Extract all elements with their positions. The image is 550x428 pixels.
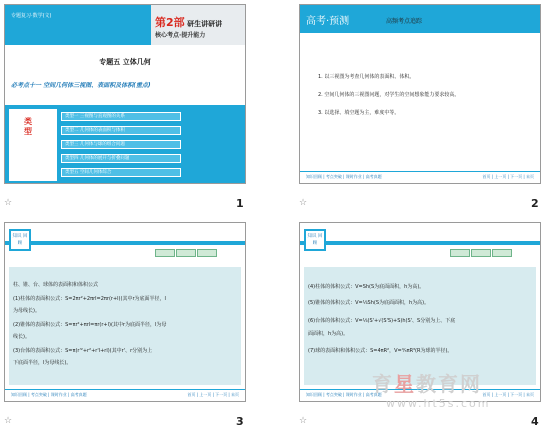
slide-thumbnail-1[interactable] (4, 4, 246, 184)
content-line: 为母线长)。 (13, 308, 40, 314)
book-title: 专题复习·数学(文) (11, 13, 52, 19)
slide-tag: 高频考点追踪 (386, 18, 423, 25)
watermark-char: 星 (394, 372, 416, 396)
watermark-char: 育 (372, 372, 394, 396)
header-part: 第2部 (155, 16, 185, 29)
header-tab[interactable] (176, 249, 196, 257)
header-tab[interactable] (155, 249, 175, 257)
watermark-url: www.ht5s.com (386, 397, 491, 410)
header-tabs (155, 249, 218, 257)
slide-footer (5, 389, 245, 401)
slide-thumbnail-3[interactable] (4, 222, 246, 402)
footer-nav-left[interactable]: 知识回顾 | 考点突破 | 课时作业 | 高考真题 (11, 392, 87, 397)
header-tab[interactable] (197, 249, 217, 257)
slide-title: 高考·预测 (306, 16, 350, 27)
footer-nav-left[interactable]: 知识回顾 | 考点突破 | 课时作业 | 高考真题 (306, 174, 382, 179)
header-tab[interactable] (471, 249, 491, 257)
watermark-logo (372, 368, 482, 397)
star-icon[interactable]: ☆ (4, 198, 13, 208)
star-icon[interactable]: ☆ (299, 198, 308, 208)
header-title-text: 研生讲研讲 (187, 20, 223, 28)
content-line: (1)柱体的表面积公式：S=2πr²+2πrl=2πr(r+l)(其中r为底面半径，l (13, 296, 166, 302)
type-item-5[interactable]: 类型五 空间几何体综合 (61, 168, 181, 177)
content-line: 线长)。 (13, 334, 30, 340)
type-item-4[interactable]: 类型四 几何体的展开与折叠问题 (61, 154, 181, 163)
page-number-1: 1 (236, 197, 244, 210)
content-line: (3)台体的表面积公式：S=π(r'²+r²+r'l+rl)(其中r'、r分别为上 (13, 348, 153, 354)
knowledge-review-icon: 知识 回顾 (9, 229, 31, 251)
type-label: 类型 (24, 117, 32, 136)
page-number-4: 4 (531, 415, 539, 428)
content-line: (7)球的表面积和体积公式：S=4πR²，V=⁴⁄₃πR³(R为球的半径)。 (308, 348, 453, 354)
slide-thumbnail-2[interactable] (299, 4, 541, 184)
forecast-line-2: 2. 空间几何体的三视图问题，对学生的空间想象能力要求较高。 (318, 92, 460, 98)
page-number-3: 3 (236, 415, 244, 428)
star-icon[interactable]: ☆ (299, 416, 308, 426)
header-title (155, 14, 222, 30)
content-line: 下底面半径，l为母线长)。 (13, 360, 72, 366)
header-subtitle: 核心考点·提升能力 (155, 32, 206, 39)
content-line: 柱、锥、台、球体的表面积和体积公式 (13, 282, 99, 288)
header-tab[interactable] (450, 249, 470, 257)
footer-nav-right[interactable]: 首页 | 上一页 | 下一页 | 末页 (482, 392, 534, 397)
footer-nav-right[interactable]: 首页 | 上一页 | 下一页 | 末页 (482, 174, 534, 179)
type-item-2[interactable]: 类型二 几何体的表面积与体积 (61, 126, 181, 135)
star-icon[interactable]: ☆ (4, 416, 13, 426)
content-line: 面面积，h为高)。 (308, 331, 349, 337)
footer-nav-right[interactable]: 首页 | 上一页 | 下一页 | 末页 (187, 392, 239, 397)
content-line: (5)锥体的体积公式：V=⅓Sh(S为底面面积，h为高)。 (308, 300, 430, 306)
header-tabs (450, 249, 513, 257)
knowledge-review-icon: 知识 回顾 (304, 229, 326, 251)
footer-divider (300, 171, 540, 172)
forecast-line-3: 3. 以选择、填空题为主，难度中等。 (318, 110, 400, 116)
header-line (300, 241, 540, 245)
forecast-line-1: 1. 以三视图为考查几何体的表面积、体积。 (318, 74, 415, 80)
page-number-2: 2 (531, 197, 539, 210)
slide-subtitle: 必考点十一 空间几何体三视图、表面积及体积(重点) (11, 82, 151, 89)
watermark-text: 教育网 (416, 372, 482, 396)
type-item-1[interactable]: 类型一 三视图与直观图的关系 (61, 112, 181, 121)
header-line (5, 241, 245, 245)
header-band (5, 5, 151, 45)
footer-nav-left[interactable]: 知识回顾 | 考点突破 | 课时作业 | 高考真题 (306, 392, 382, 397)
slide-footer (300, 171, 540, 183)
header-tab[interactable] (492, 249, 512, 257)
content-line: (6)台体的体积公式：V=⅓(S'+√(S'S)+S)h(S'、S分别为上、下底 (308, 318, 456, 324)
content-line: (4)柱体的体积公式：V=Sh(S为底面面积，h为高)。 (308, 284, 425, 290)
content-line: (2)锥体的表面积公式：S=πr²+πrl=πr(r+l)(其中r为底面半径，l为母 (13, 322, 167, 328)
type-item-3[interactable]: 类型三 几何体与球的组合问题 (61, 140, 181, 149)
topic-title: 专题五 立体几何 (99, 58, 151, 66)
footer-divider (5, 389, 245, 390)
